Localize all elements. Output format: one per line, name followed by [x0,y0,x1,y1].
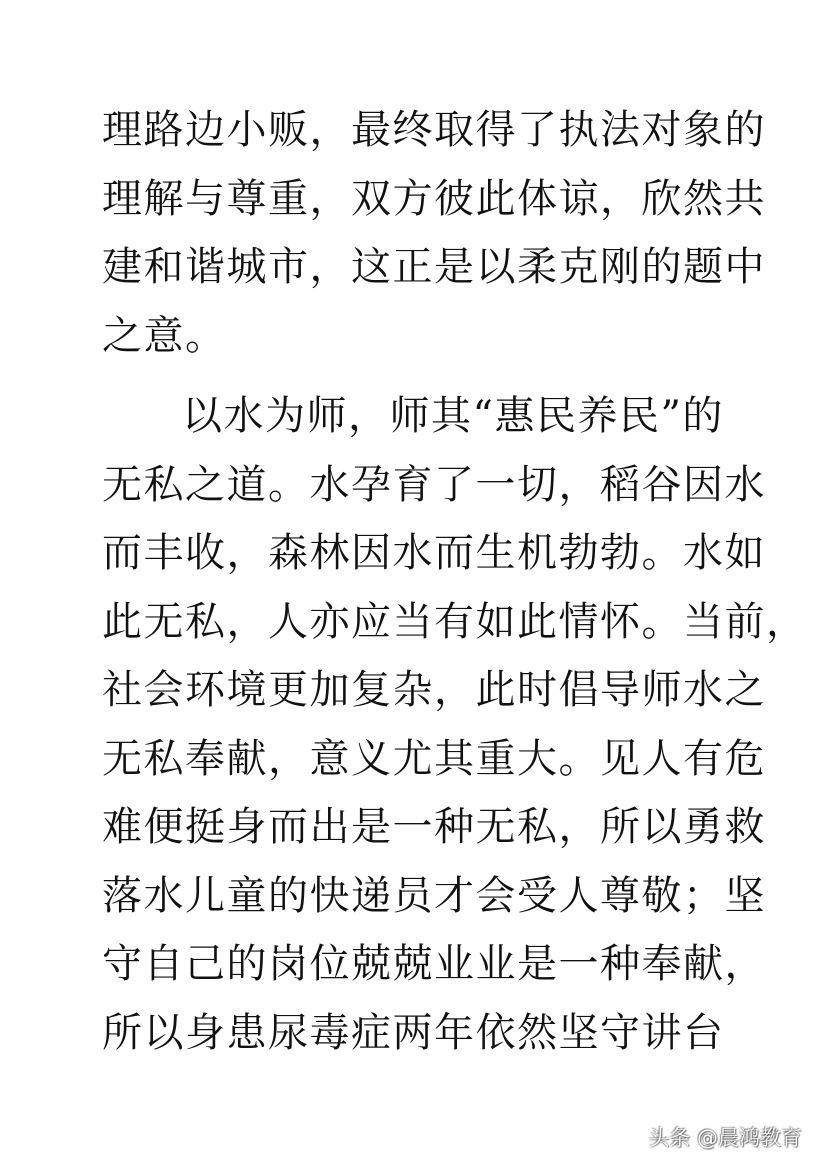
watermark: 头条 @晨鸿教育 [648,1126,802,1150]
paragraph-1 [102,96,766,370]
text-line: 之意。 [102,312,227,359]
paragraph-2 [102,382,808,1067]
text-line: 所以身患尿毒症两年依然坚守讲台 [102,1009,725,1056]
paragraph-gap [102,370,722,382]
text-line: 以水为师，师其“惠民养民”的 [182,393,724,439]
text-line: 理路边小贩，最终取得了执法对象的 [102,107,766,153]
text-line: 社会环境更加复杂，此时倡导师水之 [102,667,766,713]
text-line: 守自己的岗位兢兢业业是一种奉献， [102,941,766,987]
essay-text [102,96,808,1067]
text-line: 落水儿童的快递员才会受人尊敬；坚 [102,872,766,919]
text-line: 无私之道。水孕育了一切，稻谷因水 [102,461,766,508]
text-line: 此无私，人亦应当有如此情怀。当前， [102,598,808,645]
text-line: 无私奉献，意义尤其重大。见人有危 [102,735,766,782]
text-line: 而丰收，森林因水而生机勃勃。水如 [102,530,766,576]
text-line: 难便挺身而出是一种无私，所以勇救 [102,804,766,850]
text-line: 理解与尊重，双方彼此体谅，欣然共 [102,175,766,222]
text-line: 建和谐城市，这正是以柔克刚的题中 [102,244,766,290]
